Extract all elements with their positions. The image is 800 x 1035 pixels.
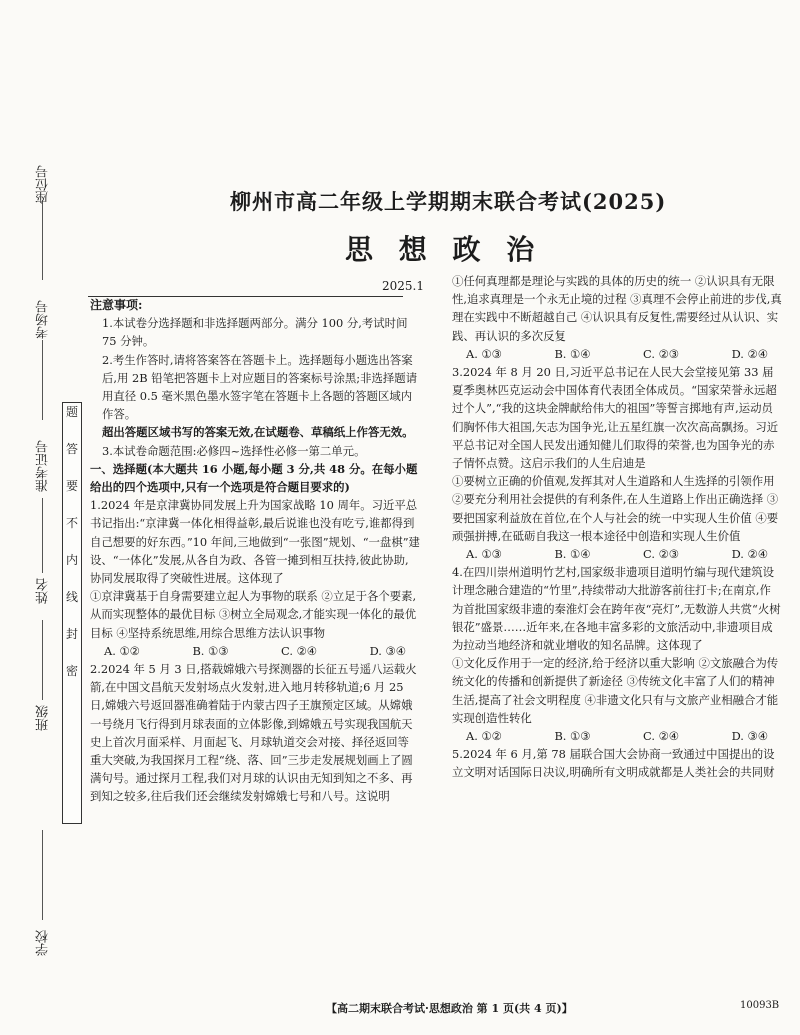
notice-item-2: 2.考生作答时,请将答案答在答题卡上。选择题每小题选出答案后,用 2B 铅笔把答题卡上对应题目的答案标号涂黑;非选择题请用直径 0.5 毫米黑色墨水签字笔在答题卡上各题的答题区域内作答。 — [102, 352, 418, 422]
margin-line-class — [42, 620, 43, 700]
option-c: C. ②③ — [643, 547, 680, 562]
margin-field-exam-id: 准考证号 — [36, 440, 51, 492]
subject-title: 思 想 政 治 — [345, 233, 543, 266]
seal-char: 题 — [65, 405, 78, 419]
option-c: C. ②③ — [643, 346, 680, 361]
option-b: B. ①③ — [554, 729, 591, 744]
q4-statements: ①文化反作用于一定的经济,给于经济以重大影响 ②文旅融合为传统文化的传播和创新提供了新途径 ③传统文化丰富了人们的精神生活,提高了社会文明程度 ④非遗文化只有与文旅产业相融合才能实现创造性转化 — [452, 656, 779, 725]
option-b: B. ①③ — [192, 643, 229, 658]
page-footer: 【高二期末联合考试·思想政治 第 1 页(共 4 页)】 — [326, 1002, 573, 1015]
section-title: 一、选择题(本大题共 16 小题,每小题 3 分,共 48 分。在每小题给出的四个选项中,只有一个选项是符合题目要求的) — [90, 461, 418, 495]
q2-stem: 2.2024 年 5 月 3 日,搭载嫦娥六号探测器的长征五号遥八运载火箭,在中国文昌航天发射场点火发射,进入地月转移轨道;6 月 25 日,嫦娥六号返回器准确着陆于内蒙古四子王旗预定区域。从嫦娥一号绕月飞行得到月球表面的立体影像,到嫦娥五号实现我国航天史上首次月面采样、月面起飞、月球轨道交会对接、择径返回等重大突破,为我国探月工程“绕、落、回”三步走发展规划画上了圆满句号。通过探月工程,我们对月球的认识由无知到知之不多、再到知之较多,往后我们还会继续发射嫦娥七号和八号。这说明 — [90, 662, 417, 804]
margin-line-school — [42, 830, 43, 920]
q4-stem: 4.在四川崇州道明竹艺村,国家级非遗项目道明竹编与现代建筑设计理念融合建造的“竹里”,持续带动大批游客前往打卡;在南京,作为首批国家级非遗的秦淮灯会在跨年夜“亮灯”,无数游人共赏“火树银花”盛景……近年来,在各地丰富多彩的文旅活动中,非遗项目成为拉动当地经济和就业增收的知名品牌。这体现了 — [452, 565, 781, 653]
q3-options — [452, 545, 782, 563]
seal-char: 不 — [65, 516, 78, 530]
seal-char: 内 — [65, 553, 78, 567]
seal-warning-strip — [62, 402, 82, 824]
option-a: A. ①② — [466, 729, 502, 744]
exam-date: 2025.1 — [382, 279, 424, 293]
right-column — [452, 272, 782, 782]
left-column — [90, 296, 420, 806]
option-c: C. ②④ — [281, 643, 318, 658]
option-d: D. ③④ — [369, 643, 406, 658]
option-b: B. ①④ — [554, 346, 591, 361]
option-a: A. ①③ — [466, 547, 502, 562]
seal-char: 线 — [65, 590, 78, 604]
margin-line-room — [42, 200, 43, 280]
q2-statements: ①任何真理都是理论与实践的具体的历史的统一 ②认识具有无限性,追求真理是一个永无止境的过程 ③真理不会停止前进的步伐,真理在实践中不断超越自己 ④认识具有反复性,需要经过从认识、实践、再认识的多次反复 — [452, 274, 782, 343]
option-c: C. ②④ — [643, 729, 680, 744]
seal-char: 密 — [65, 664, 78, 678]
option-a: A. ①③ — [466, 346, 502, 361]
q3-statements: ①要树立正确的价值观,发挥其对人生道路和人生选择的引领作用 ②要充分利用社会提供的有利条件,在人生道路上作出正确选择 ③要把国家利益放在首位,在个人与社会的统一中实现人生价值 ④要顽强拼搏,在砥砺自我这一根本途径中创造和实现人生价值 — [452, 474, 779, 543]
option-a: A. ①② — [104, 643, 140, 658]
option-b: B. ①④ — [554, 547, 591, 562]
margin-field-seat: 座位号 — [36, 165, 51, 204]
notice-item-3: 3.本试卷命题范围:必修四~选择性必修一第二单元。 — [102, 443, 366, 458]
q4-options — [452, 727, 782, 745]
notice-item-1: 1.本试卷分选择题和非选择题两部分。满分 100 分,考试时间 75 分钟。 — [102, 316, 408, 349]
q3-stem: 3.2024 年 8 月 20 日,习近平总书记在人民大会堂接见第 33 届夏季奥林匹克运动会中国体育代表团全体成员。“国家荣誉永远超过个人”,“我的这块金牌献给伟大的祖国”等誓言掷地有声,运动员们胸怀伟大祖国,矢志为国争光,让五星红旗一次次高高飘扬。习近平总书记对全国人民发出通知健儿们取得的荣誉,也为国争光的赤子情怀点赞。这启示我们的人生启迪是 — [452, 365, 779, 471]
seal-char: 要 — [65, 479, 78, 493]
q1-options — [90, 642, 420, 660]
margin-line-exam-id — [42, 340, 43, 420]
notice-item-2-warning: 超出答题区域书写的答案无效,在试题卷、草稿纸上作答无效。 — [102, 425, 414, 440]
q5-stem: 5.2024 年 6 月,第 78 届联合国大会协商一致通过中国提出的设立文明对话国际日决议,明确所有文明成就都是人类社会的共同财 — [452, 747, 775, 780]
seal-char: 答 — [65, 442, 78, 456]
notice-title: 注意事项: — [90, 298, 143, 312]
option-d: D. ③④ — [731, 729, 768, 744]
option-d: D. ②④ — [731, 346, 768, 361]
seal-char: 封 — [65, 627, 78, 641]
margin-field-name: 姓名 — [36, 578, 51, 604]
margin-field-room: 考场号 — [36, 300, 51, 339]
q2-options — [452, 345, 782, 363]
margin-field-class: 班级 — [36, 705, 51, 731]
q1-stem: 1.2024 年是京津冀协同发展上升为国家战略 10 周年。习近平总书记指出:“京津冀一体化相得益彰,最后说谁也没有吃亏,谁都得到自己想要的好东西。”10 年间,三地做到“一张图”规划、“一盘棋”建设、“一体化”发展,从各自为政、各管一摊到相互扶持,彼此协助,协同发展取得了突破性进展。这体现了 — [90, 498, 420, 586]
q1-statements: ①京津冀基于自身需要建立起人为事物的联系 ②立足于各个要素,从而实现整体的最优目标 ③树立全局观念,才能实现一体化的最优目标 ④坚持系统思维,用综合思维方法认识事物 — [90, 589, 417, 640]
paper-code: 10093B — [740, 1000, 780, 1011]
margin-field-school: 学校 — [36, 930, 51, 956]
option-d: D. ②④ — [731, 547, 768, 562]
margin-line-name — [42, 498, 43, 573]
exam-title: 柳州市高二年级上学期期末联合考试(2025) — [230, 189, 667, 214]
